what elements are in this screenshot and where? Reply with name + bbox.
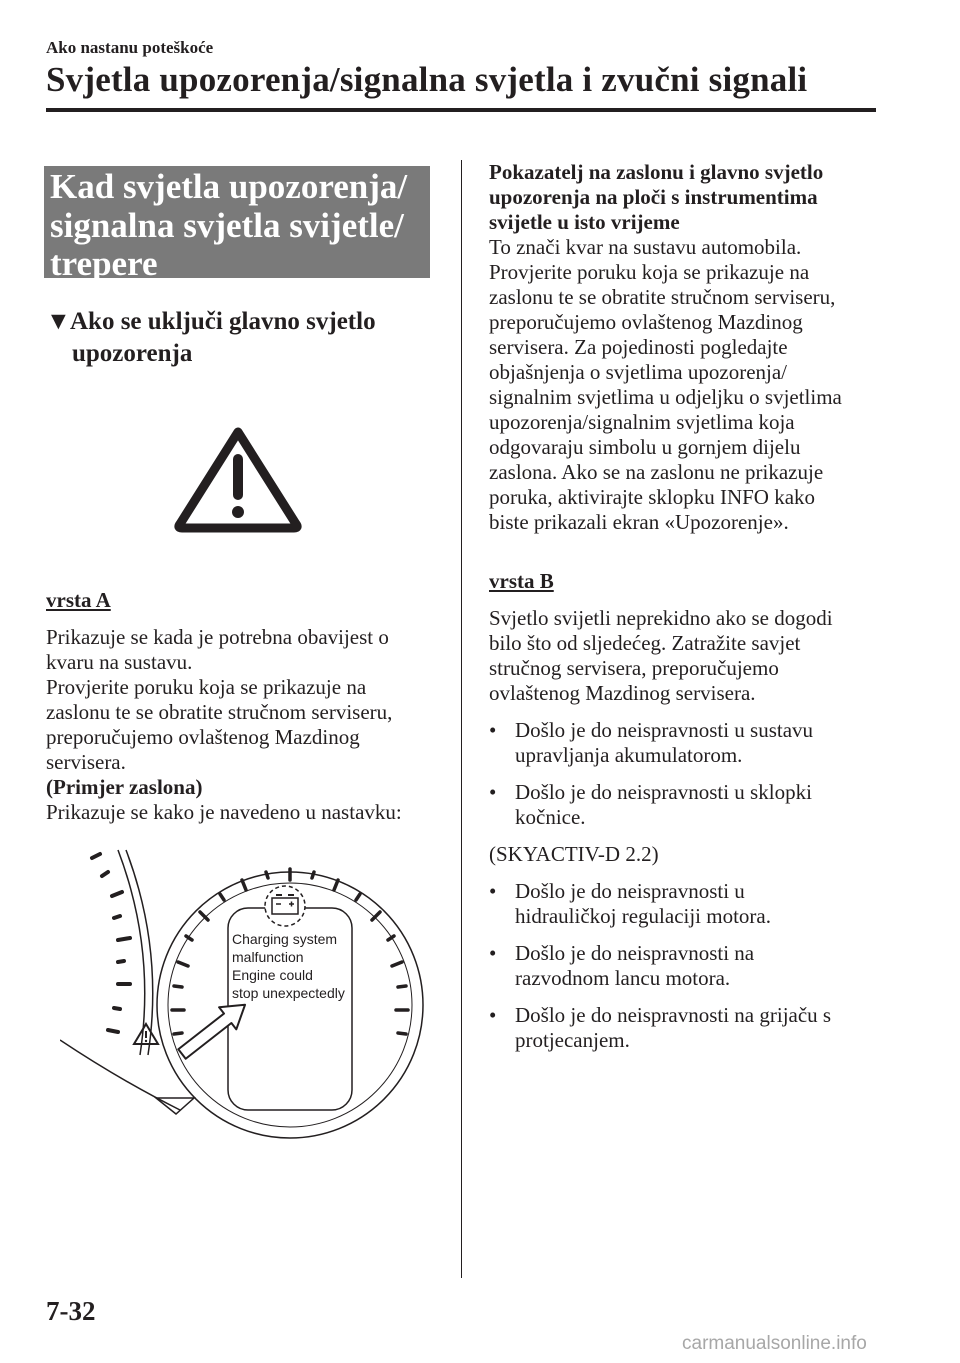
bullet-line: Došlo je do neispravnosti u sklopki xyxy=(515,780,812,804)
banner-line: trepere xyxy=(50,244,158,283)
text-line: To znači kvar na sustavu automobila. xyxy=(489,235,802,259)
type-b-label: vrsta B xyxy=(489,569,554,593)
display-message-line: Charging system xyxy=(232,931,338,947)
bullet-line: kočnice. xyxy=(515,805,586,829)
text-line: poruka, aktivirajte sklopku INFO kako xyxy=(489,485,816,509)
triangle-marker-icon: ▼ xyxy=(46,308,71,335)
banner-line: Kad svjetla upozorenja/ xyxy=(50,167,408,206)
text-line: stručnog servisera, preporučujemo xyxy=(489,656,779,680)
display-message-line: Engine could xyxy=(232,967,313,983)
right-heading-line: upozorenja na ploči s instrumentima xyxy=(489,185,818,209)
bullet-line: Došlo je do neispravnosti na xyxy=(515,941,755,965)
display-message-line: malfunction xyxy=(232,949,304,965)
text-line: ovlaštenog Mazdinog servisera. xyxy=(489,681,756,705)
column-divider xyxy=(461,160,462,1278)
page-number: 7-32 xyxy=(46,1296,96,1326)
subheading-line: Ako se uključi glavno svjetlo xyxy=(70,308,376,335)
text-line: bilo što od sljedećeg. Zatražite savjet xyxy=(489,631,801,655)
text-line: kvaru na sustavu. xyxy=(46,650,193,674)
bullet-item xyxy=(489,941,842,991)
left-column xyxy=(46,588,402,825)
bullet-icon: • xyxy=(489,780,497,804)
text-line: zaslonu te se obratite stručnom serviseru, xyxy=(489,285,836,309)
text-line: zaslonu te se obratite stručnom serviseru, xyxy=(46,700,393,724)
bullet-line: protjecanjem. xyxy=(515,1028,630,1052)
text-line: preporučujemo ovlaštenog Mazdinog xyxy=(489,310,803,334)
type-a-label: vrsta A xyxy=(46,588,111,612)
right-column xyxy=(489,160,842,1053)
engine-heading: (SKYACTIV-D 2.2) xyxy=(489,842,659,866)
right-heading-line: svijetle u isto vrijeme xyxy=(489,210,680,234)
header-rule xyxy=(46,108,876,112)
text-line: biste prikazali ekran «Upozorenje». xyxy=(489,510,789,534)
section-breadcrumb: Ako nastanu poteškoće xyxy=(46,38,214,57)
bullet-icon: • xyxy=(489,879,497,903)
bullet-icon: • xyxy=(489,718,497,742)
right-heading-line: Pokazatelj na zaslonu i glavno svjetlo xyxy=(489,160,824,184)
text-line: Provjerite poruku koja se prikazuje na xyxy=(46,675,367,699)
bullet-line: Došlo je do neispravnosti u xyxy=(515,879,745,903)
master-warning-icon xyxy=(172,424,304,534)
example-heading: (Primjer zaslona) xyxy=(46,775,203,799)
subheading xyxy=(46,306,376,370)
bullet-line: upravljanja akumulatorom. xyxy=(515,743,743,767)
bullet-icon: • xyxy=(489,941,497,965)
bullet-line: razvodnom lancu motora. xyxy=(515,966,731,990)
bullet-line: Došlo je do neispravnosti u sustavu xyxy=(515,718,814,742)
text-line: preporučujemo ovlaštenog Mazdinog xyxy=(46,725,360,749)
text-line: Provjerite poruku koja se prikazuje na xyxy=(489,260,810,284)
bullet-line: Došlo je do neispravnosti na grijaču s xyxy=(515,1003,832,1027)
bullet-item xyxy=(489,780,842,830)
banner-line: signalna svjetla svijetle/ xyxy=(50,206,404,245)
text-line: objašnjenja o svjetlima upozorenja/ xyxy=(489,360,787,384)
text-line: odgovaraju simbolu u gornjem dijelu xyxy=(489,435,801,459)
text-line: servisera. xyxy=(46,750,126,774)
bullet-item xyxy=(489,718,842,768)
watermark: carmanualsonline.info xyxy=(682,1333,867,1354)
section-banner xyxy=(44,166,430,283)
page-title: Svjetla upozorenja/signalna svjetla i zvučni signali xyxy=(46,60,808,99)
text-line: zaslona. Ako se na zaslonu ne prikazuje xyxy=(489,460,824,484)
text-line: upozorenja/signalnim svjetlima koja xyxy=(489,410,795,434)
bullet-item xyxy=(489,1003,842,1053)
text-line: servisera. Za pojedinosti pogledajte xyxy=(489,335,788,359)
text-line: signalnim svjetlima u odjeljku o svjetlima xyxy=(489,385,842,409)
text-line: Prikazuje se kada je potrebna obavijest o xyxy=(46,625,389,649)
bullet-line: hidrauličkoj regulaciji motora. xyxy=(515,904,771,928)
instrument-cluster-illustration xyxy=(60,840,430,1140)
text-line: Prikazuje se kako je navedeno u nastavku: xyxy=(46,800,402,824)
text-line: Svjetlo svijetli neprekidno ako se dogodi xyxy=(489,606,833,630)
bullet-item xyxy=(489,879,842,929)
bullet-icon: • xyxy=(489,1003,497,1027)
display-message-line: stop unexpectedly xyxy=(232,985,345,1001)
subheading-line: upozorenja xyxy=(72,340,193,367)
